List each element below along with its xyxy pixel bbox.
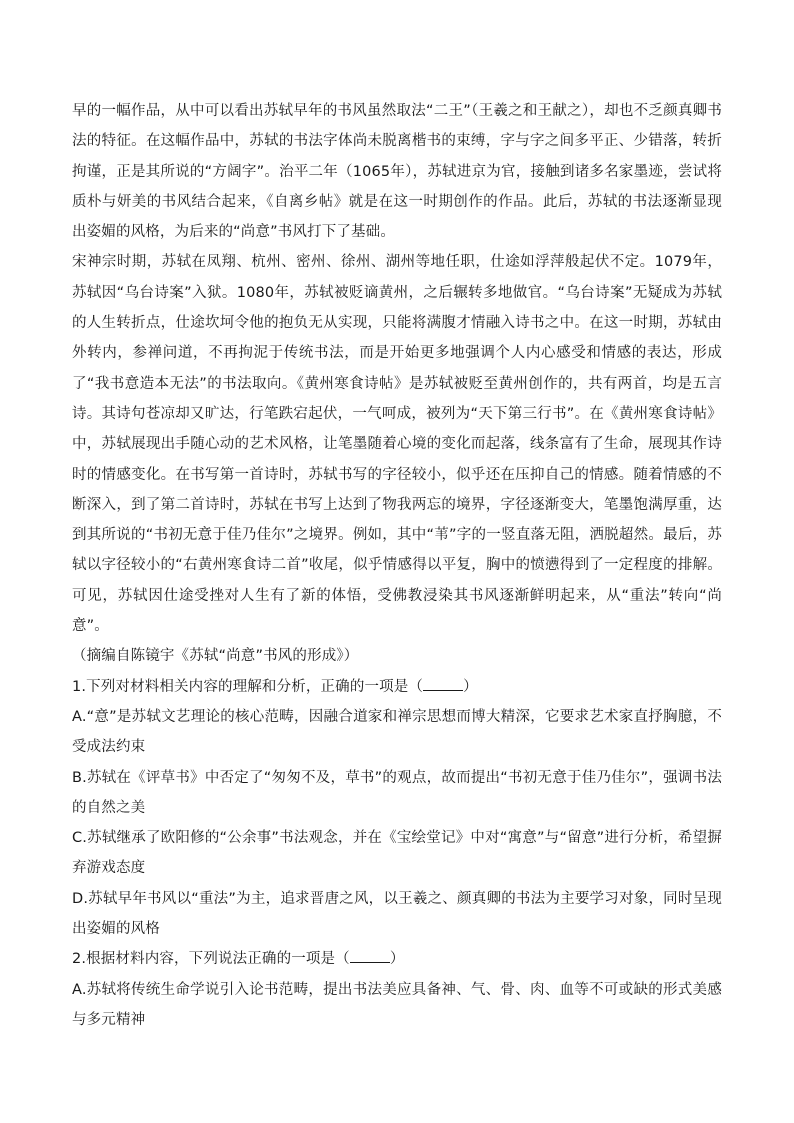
question-1-option-d: D.苏轼早年书风以“重法”为主，追求晋唐之风，以王羲之、颜真卿的书法为主要学习对象，同时呈现出姿媚的风格 (72, 890, 722, 938)
question-1-option-b: B.苏轼在《评草书》中否定了“匆匆不及，草书”的观点，故而提出“书初无意于佳乃佳尔”，强调书法的自然之美 (72, 769, 722, 816)
question-1-option-c: C.苏轼继承了欧阳修的“公余事”书法观念，并在《宝绘堂记》中对“寓意”与“留意”进行分析，希望摒弃游戏态度 (72, 830, 722, 877)
passage-source: （摘编自陈镜宇《苏轼“尚意”书风的形成》） (72, 648, 359, 665)
passage-paragraph-2: 宋神宗时期，苏轼在凤翔、杭州、密州、徐州、湖州等地任职，仕途如浮萍般起伏不定。1079年，苏轼因“乌台诗案”入狱。1080年，苏轼被贬谪黄州，之后辗转多地做官。“乌台诗案”无疑成为苏轼的人生转折点，仕途坎坷令他的抱负无从实现，只能将满腹才情融入诗书之中。在这一时期，苏轼由外转内，参禅问道，不再拘泥于传统书法，而是开始更多地强调个人内心感受和情感的表达，形成了“我书意造本无法”的书法取向。《黄州寒食诗帖》是苏轼被贬至黄州创作的，共有两首，均是五言诗。其诗句苍凉却又旷达，行笔跌宕起伏，一气呵成，被列为“天下第三行书”。在《黄州寒食诗帖》中，苏轼展现出手随心动的艺术风格，让笔墨随着心境的变化而起落，线条富有了生命，展现其作诗时的情感变化。在书写第一首诗时，苏轼书写的字径较小，似乎还在压抑自己的情感。随着情感的不断深入，到了第二首诗时，苏轼在书写上达到了物我两忘的境界，字径逐渐变大，笔墨饱满厚重，达到其所说的“书初无意于佳乃佳尔”之境界。例如，其中“苇”字的一竖直落无阻，洒脱超然。最后，苏轼以字径较小的“右黄州寒食诗二首”收尾，似乎情感得以平复，胸中的愤懑得到了一定程度的排解。可见，苏轼因仕途受挫对人生有了新的体悟，受佛教浸染其书风逐渐鲜明起来，从“重法”转向“尚意”。 (72, 254, 722, 635)
answer-blank-1[interactable] (423, 676, 463, 691)
question-1-text: 1.下列对材料相关内容的理解和分析，正确的一项是（ (72, 678, 424, 695)
question-2-option-a: A.苏轼将传统生命学说引入论书范畴，提出书法美应具备神、气、骨、肉、血等不可或缺的形式美感与多元精神 (72, 981, 722, 1028)
document-body (72, 96, 722, 1035)
question-2-close: ） (389, 951, 405, 968)
question-1-close: ） (463, 678, 478, 695)
question-1-stem (72, 672, 722, 702)
answer-blank-2[interactable] (350, 948, 390, 963)
question-2-stem (72, 944, 722, 974)
question-1-option-a: A.“意”是苏轼文艺理论的核心范畴，因融合道家和禅宗思想而博大精深，它要求艺术家直抒胸臆，不受成法约束 (72, 708, 722, 756)
question-2-text: 2.根据材料内容，下列说法正确的一项是（ (72, 951, 350, 968)
passage-paragraph-1: 早的一幅作品，从中可以看出苏轼早年的书风虽然取法“二王”（王羲之和王献之），却也不乏颜真卿书法的特征。在这幅作品中，苏轼的书法字体尚未脱离楷书的束缚，字与字之间多平正、少错落，转折拘谨，正是其所说的“方阔字”。治平二年（1065年），苏轼进京为官，接触到诸多名家墨迹，尝试将质朴与妍美的书风结合起来，《自离乡帖》就是在这一时期创作的作品。此后，苏轼的书法逐渐显现出姿媚的风格，为后来的“尚意”书风打下了基础。 (72, 103, 722, 241)
